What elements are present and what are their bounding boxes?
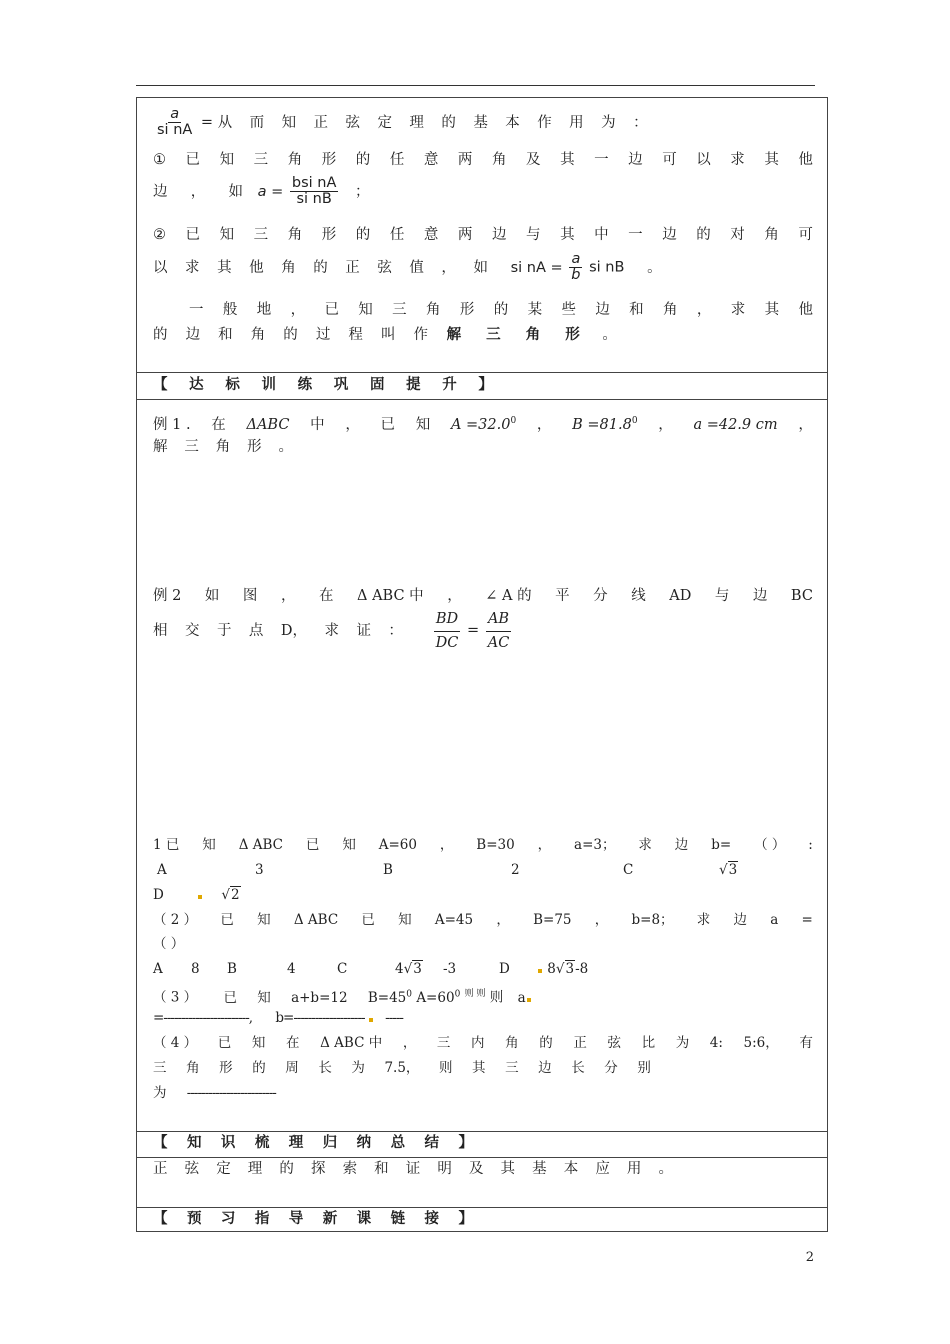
text-segment: 知 [398,912,412,928]
text-segment: 本 [505,114,520,131]
text-segment: 标 [225,376,240,393]
exercise-1-line1 [153,835,813,855]
text-segment: 梳 [254,1134,270,1151]
text-segment: ② [153,227,166,243]
text-segment: 已 [305,837,320,853]
text-segment: 边 [752,588,768,604]
text-segment: 正 [345,259,360,276]
text-segment: 提 [406,376,421,393]
example2-text [153,621,403,641]
text-segment: 课 [356,1210,372,1227]
text-segment: 角 [215,439,231,455]
text-segment: 三 [392,302,407,318]
exercise-3-line1: （ 3 ） 已 知 a+b=12 $B=45^0$ $A=60^0$ $^{则 则}$ 则 a [153,984,813,1008]
example1-line2 [153,437,293,457]
text-segment: ， [696,302,712,318]
text-segment: 用 [569,114,584,131]
text-segment: 其 [560,152,575,168]
text-segment: 意 [423,152,439,168]
text-segment: 以 [696,152,711,168]
text-segment: 训 [261,376,276,393]
text-segment: 升 [442,376,457,393]
text-segment: 总 [390,1134,406,1151]
text-segment: 程 [348,327,363,343]
text-segment: ， [190,183,206,200]
text-segment: 知 [342,837,356,853]
text-segment: 一 [189,302,204,318]
text-segment: 知 [358,302,373,318]
text-segment: 一 [594,152,609,168]
text-segment: 为 [351,1060,365,1076]
text-segment: （ 4 ） [153,1035,198,1051]
text-segment: 而 [249,114,265,131]
text-segment: 巩 [333,376,349,393]
sqrt-3: √3 [719,862,738,878]
text-segment: 长 [318,1060,332,1076]
text-segment: A=45 [434,912,474,928]
text-segment: 其 [472,1060,486,1076]
text-segment: 其 [764,302,780,318]
text-segment: 些 [561,302,576,318]
text-segment: 明 [437,1161,452,1177]
text-segment: ， [441,259,456,276]
text-segment: 求 [324,622,339,639]
text-segment: 的 [313,259,328,276]
text-segment: 弦 [607,1035,621,1051]
text-segment: 与 [526,227,541,243]
text-segment: 角 [663,302,678,318]
example2-line1 [153,586,813,606]
text-segment: 边 [595,302,610,318]
text-segment: 其 [500,1161,516,1177]
role-text [218,113,648,133]
section-header-summary [153,1133,473,1153]
text-segment: 弦 [184,1161,200,1177]
text-segment: 知 [202,837,216,853]
fraction-a-over-b: $\frac{a}{b}$ [571,251,581,283]
text-segment: 过 [315,327,331,343]
text-segment: 一 [628,227,643,243]
text-segment: Δ ABC [293,912,339,928]
text-segment: 固 [369,376,385,393]
text-segment: 的 [252,1060,266,1076]
text-segment: 】 [478,376,493,393]
text-segment: 中 [594,227,609,243]
text-segment: 】 [458,1134,473,1151]
text-segment: Δ ABC [238,837,283,853]
text-segment: 的 [283,327,298,343]
text-segment: ： [388,622,403,639]
text-segment: 新 [322,1210,338,1227]
text-segment: ∠ A 的 [485,588,532,604]
text-segment: 指 [254,1210,270,1227]
text-segment: 交 [184,622,200,639]
text-segment: 在 [286,1035,300,1051]
text-segment: 其 [764,152,779,168]
text-segment: 内 [471,1035,485,1051]
text-segment: b= [711,837,732,853]
text-segment: 边 [674,837,689,853]
text-segment: 应 [595,1161,610,1177]
text-segment: 。 [278,439,293,455]
text-segment: 正 [313,114,329,131]
text-segment: 般 [222,302,238,318]
text-segment: 的 [355,227,371,243]
sqrt-2: √2 [221,887,240,903]
exercise-3-line2: =------------------------, b=-------------------- ----- [153,1010,403,1026]
sqrt-3: √3 [403,961,422,977]
text-segment: 的 [493,302,509,318]
text-segment: 已 [220,912,234,928]
header-rule [136,85,815,86]
text-segment: 本 [563,1161,579,1177]
text-segment: 及 [468,1161,484,1177]
text-segment: 某 [527,302,543,318]
text-segment: ， [402,1035,417,1051]
text-segment: 分 [604,1060,618,1076]
text-segment: 叫 [380,327,396,343]
text-segment: 长 [571,1060,585,1076]
text-segment: 求 [638,837,652,853]
text-segment: 和 [218,327,233,343]
text-segment: 知 [257,912,271,928]
text-segment: 和 [629,302,644,318]
text-segment: 边 [491,227,507,243]
text-segment: b=8； [631,912,674,928]
text-segment: 理 [409,114,424,131]
text-segment: 边 [662,227,677,243]
text-segment: 4: [709,1035,723,1051]
text-segment: 已 [217,1035,232,1051]
text-segment: 形 [247,439,262,455]
text-segment: 角 [764,227,779,243]
text-segment: ： [633,114,648,131]
text-segment: 已 [185,227,201,243]
example1-line1: 例 1 . 在 ΔABC 中 ， 已 知 $A =32.0^0$ ， $B =81.8^0$ ， a =42.9 cm ， [153,416,813,433]
text-segment: 知 [281,114,297,131]
text-segment: 三 [253,227,269,243]
text-segment: 正 [573,1035,587,1051]
text-segment: 归 [322,1134,338,1151]
text-segment: 和 [374,1161,389,1177]
text-segment: 接 [424,1210,439,1227]
general-line2: 的 边 和 角 的 过 程 叫 作 解 三 角 形 。 [153,326,617,343]
text-segment: 理 [247,1161,263,1177]
text-segment: 对 [730,227,745,243]
text-segment: 7.5， [384,1060,420,1076]
text-segment: 任 [389,227,405,243]
text-segment: 角 [505,1035,519,1051]
text-segment: A=60 [378,837,417,853]
exercise-1-option-d: D √2 [153,887,240,903]
text-segment: 两 [457,227,473,243]
text-segment: 与 [714,588,730,604]
text-segment: 5:6， [743,1035,779,1051]
text-segment: 理 [288,1134,304,1151]
text-segment: ， [439,837,454,853]
text-segment: 已 [185,152,201,168]
item2-line2: 以 求 其 他 角 的 正 弦 值 ， 如 si nA = $\frac{a}{b}$ si nB 。 [153,251,662,283]
text-segment: 其 [217,259,232,276]
text-segment: 解 [153,439,168,455]
text-segment: 边 [628,152,643,168]
text-segment: 边 [733,912,747,928]
text-segment: AD [669,588,692,604]
text-segment: 作 [413,327,428,343]
fraction-bsinA-over-sinB: $\frac{\text{bsi nA}}{\text{si nB}}$ [291,175,337,207]
text-segment: 达 [189,376,204,393]
text-segment: 求 [730,302,746,318]
text-segment: 图 [242,588,258,604]
item1-text [153,182,243,202]
exercise-2-paren: （ ） [153,936,185,952]
text-segment: 如 [473,259,488,276]
text-segment: ， [447,588,462,604]
text-segment: 边 [153,183,168,200]
text-segment: 正 [153,1161,168,1177]
text-segment: 角 [287,227,303,243]
text-segment: ， [496,912,510,928]
text-segment: ， [594,912,609,928]
text-segment: 其 [560,227,575,243]
text-segment: 及 [526,152,541,168]
text-segment: 他 [798,152,813,168]
text-segment: 知 [219,152,235,168]
text-segment: 的 [355,152,371,168]
item1-line1 [153,150,813,170]
text-segment: 的 [279,1161,294,1177]
text-segment: 他 [249,259,264,276]
general-line1 [189,300,813,320]
sine-law-role-line: $\frac{a}{\text{si nA}}$ = 从 而 知 正 弦 定 理 的 基 本 作 用 为 ： [157,106,648,138]
exercise-4-line1 [153,1033,813,1053]
text-segment: 作 [537,114,552,131]
text-segment: B=30 [476,837,515,853]
text-segment: 链 [390,1210,406,1227]
sqrt-3: √3 [555,961,575,977]
text-segment: 【 [153,1134,168,1151]
text-segment: 于 [216,622,232,639]
text-segment: 值 [409,259,424,276]
text-segment: 以 [153,259,168,276]
text-segment: 比 [641,1035,656,1051]
text-segment: 在 [318,588,334,604]
text-segment: 练 [297,376,313,393]
text-segment: 基 [532,1161,547,1177]
text-segment: 从 [217,114,233,131]
text-segment: 则 [438,1060,453,1076]
text-segment: 求 [185,259,200,276]
text-segment: 知 [251,1035,266,1051]
text-segment: 习 [220,1210,236,1227]
section-header-practice [153,375,493,395]
text-segment: 如 [228,183,243,200]
text-segment: 意 [423,227,439,243]
text-segment: ， [537,837,552,853]
text-segment: 已 [361,912,375,928]
text-segment: ， [280,588,296,604]
text-segment: 三 [436,1035,451,1051]
text-segment: a=3； [574,837,616,853]
text-segment: 的 [539,1035,553,1051]
text-segment: 他 [798,302,813,318]
text-segment: 边 [185,327,201,343]
text-segment: 角 [287,152,303,168]
text-segment: 形 [459,302,475,318]
text-segment: = [801,912,813,928]
text-segment: 定 [377,114,392,131]
section-header-preview [153,1209,473,1229]
text-segment: ① [153,152,166,168]
text-segment: 平 [555,588,570,604]
text-segment: 证 [356,622,371,639]
text-segment: 周 [285,1060,299,1076]
fraction-BD-over-DC: $\frac{BD}{DC}$ [435,611,459,651]
page-number: 2 [805,1250,814,1265]
text-segment: 知 [186,1134,202,1151]
text-segment: 】 [458,1210,473,1227]
text-segment: 知 [219,227,235,243]
exercise-4-line2 [153,1058,651,1078]
text-segment: B=75 [533,912,572,928]
text-segment: 例 2 [153,588,182,604]
text-segment: 相 [153,622,168,639]
text-segment: 角 [250,327,266,343]
text-segment: 识 [220,1134,236,1151]
text-segment: 定 [216,1161,231,1177]
worksheet-table: $\frac{a}{\text{si nA}}$ = 从 而 知 正 弦 定 理 的 基 本 作 用 为 ： ① 已 知 三 角 形 的 任 意 两 角 及 其 一 边 可 以 求 其 他 边 ， 如 a = $\frac{\text{bsi nA}}{\text{si nB}}$ ； ② 已 知 三 角 形 的 任 意 两 边 与 其 中 一 边 的 对 角 可 以 求 其 他 角 的 正 弦 值 ， 如 si nA = $\frac{a}{b}$ si nB 。 一 般 地 ， 已 知 三 角 形 的 某 些 边 和 角 ， 求 其 他 的 边 和 角 的 过 程 叫 作 解 三 角 形 。 【 达 标 训 练 巩 固 提 升 】 例 1 . 在 ΔABC 中 ， 已 知 $A =32.0^0$ ， $B =81.8^0$ ， a =42.9 cm ， 解 三 角 形 。 例 2 如 图 ， 在 Δ ABC 中 ， ∠ A 的 平 分 线 AD 与 边 BC 相 交 于 点 D， 求 证 ： $\frac{BD}{DC}$ = $\frac{AB}{AC}$ 1 已 知 Δ ABC 已 知 A=60 ， B=30 ， a=3； 求 边 b= （ ） : A 3 B 2 C √3 D √2 （ 2 ） 已 知 Δ ABC 已 知 A=45 ， B=75 ， b=8； 求 边 a = （ ） A 8 B 4 C 4√3 -3 D 8√3-8 （ 3 ） 已 知 a+b=12 $B=45^0$ $A=60^0$ $^{则 则}$ 则 a =------------------------, b=-------------------- ----- （ 4 ） 已 知 在 Δ ABC 中 ， 三 内 角 的 正 弦 比 为 4: 5:6， 有 三 角 形 的 周 长 为 7.5， 则 其 三 边 长 分 别 为 ------------------------- 【 知 识 梳 理 归 纳 总 结 】 正 弦 定 理 的 探 索 和 证 明 及 其 基 本 应 用 。 【 预 习 指 导 新 课 链 接 】 [136,97,828,1232]
text-segment: a [770,912,779,928]
text-segment: 任 [389,152,405,168]
text-segment: 形 [321,227,337,243]
text-segment: 1 已 [153,837,180,853]
text-segment: 为 [601,114,616,131]
text-segment: 预 [186,1210,202,1227]
text-segment: 有 [799,1035,813,1051]
text-segment: 点 [248,622,264,639]
summary-text [153,1159,673,1179]
text-segment: 证 [405,1161,421,1177]
text-segment: D， [280,622,308,639]
text-segment: 求 [730,152,745,168]
text-segment: 的 [441,114,456,131]
item1-line2: 边 ， 如 a = $\frac{\text{bsi nA}}{\text{si nB}}$ ； [153,175,370,207]
text-segment: 基 [473,114,488,131]
text-segment: : [808,837,813,853]
text-segment: 别 [637,1060,651,1076]
text-segment: （ 2 ） [153,912,198,928]
text-segment: 的 [696,227,711,243]
text-segment: 角 [281,259,296,276]
text-segment: 弦 [345,114,360,131]
text-segment: 如 [204,588,220,604]
text-segment: 用 [626,1161,642,1177]
general-text [153,325,428,345]
text-segment: Δ ABC 中 [320,1035,383,1051]
text-segment: 角 [426,302,441,318]
text-segment: 求 [696,912,711,928]
exercise-4-line3: 为 ------------------------- [153,1085,276,1101]
example2-line2: 相 交 于 点 D， 求 证 ： $\frac{BD}{DC}$ = $\frac{AB}{AC}$ [153,611,510,651]
text-segment: 已 [324,302,339,318]
text-segment: 三 [505,1060,519,1076]
text-segment: （ ） [754,837,786,853]
text-segment: 角 [491,152,507,168]
text-segment: 【 [153,1210,168,1227]
text-segment: 形 [219,1060,233,1076]
text-segment: 线 [631,588,646,604]
text-segment: 地 [256,302,272,318]
text-segment: 可 [662,152,677,168]
item2-line1 [153,225,813,245]
text-segment: 弦 [377,259,392,276]
text-segment: 结 [424,1134,439,1151]
text-segment: 可 [798,227,813,243]
text-segment: ， [290,302,306,318]
text-segment: 角 [186,1060,200,1076]
text-segment: 三 [253,152,269,168]
text-segment: 形 [321,152,337,168]
text-segment: 探 [310,1161,326,1177]
text-segment: 为 [675,1035,690,1051]
text-segment: 边 [538,1060,552,1076]
exercise-2-line1 [153,910,813,930]
fraction-a-over-sinA: $\frac{a}{\text{si nA}}$ [157,106,193,138]
text-segment: 【 [153,376,168,393]
text-segment: 索 [342,1161,358,1177]
text-segment: 。 [658,1161,673,1177]
item2-text [153,258,488,278]
text-segment: BC [790,588,813,604]
text-segment: 三 [153,1060,167,1076]
text-segment: 纳 [356,1134,372,1151]
text-segment: 两 [457,152,473,168]
fraction-AB-over-AC: $\frac{AB}{AC}$ [487,611,510,651]
text-segment: 三 [184,439,199,455]
text-segment: Δ ABC 中 [357,588,424,604]
text-segment: 分 [593,588,608,604]
text-segment: 导 [288,1210,304,1227]
text-segment: 的 [153,327,168,343]
